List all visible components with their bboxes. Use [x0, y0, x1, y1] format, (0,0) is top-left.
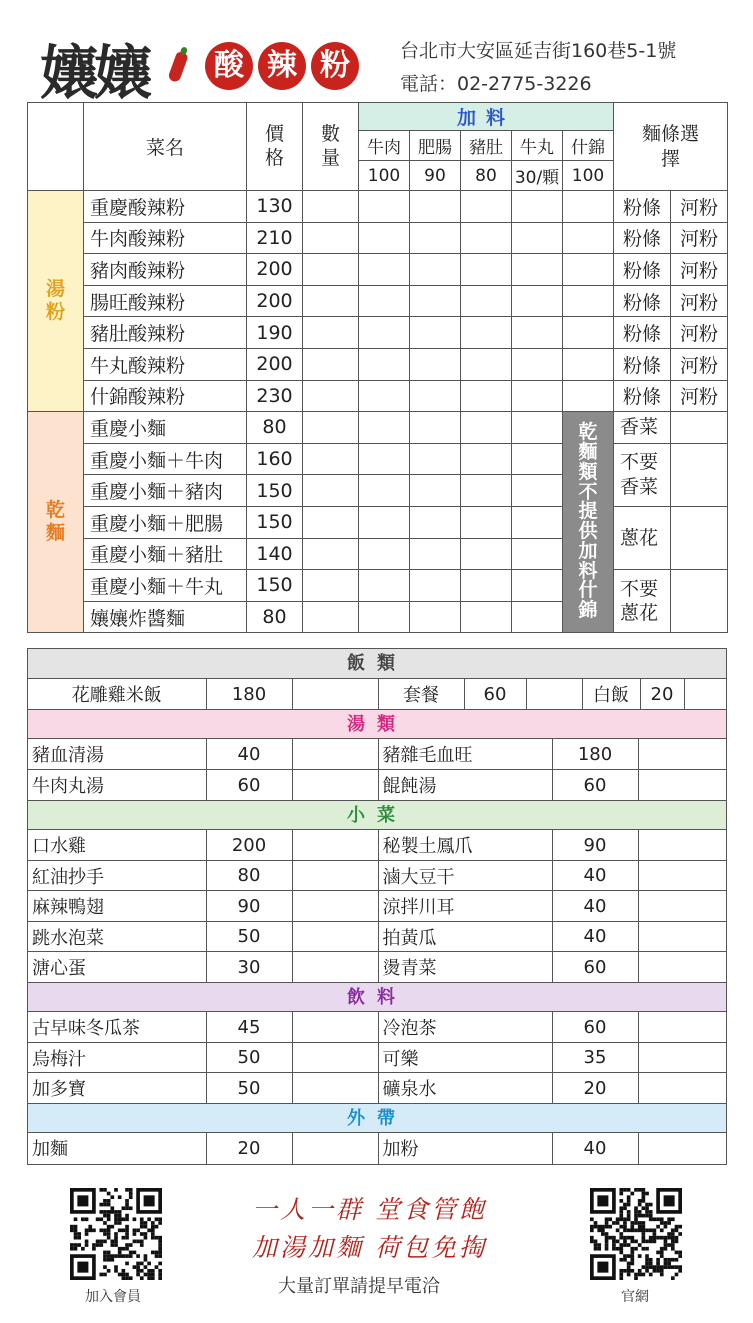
addon-cell[interactable] — [359, 475, 410, 507]
menu-item-price: 60 — [552, 1012, 638, 1042]
addon-cell[interactable] — [410, 380, 461, 412]
soup-row — [28, 317, 728, 349]
addon-cell[interactable] — [512, 380, 563, 412]
rice-item-price: 20 — [640, 679, 684, 709]
dry-option-check[interactable] — [671, 570, 728, 633]
item-price: 200 — [247, 348, 303, 380]
menu-item-qty[interactable] — [292, 1043, 378, 1073]
qty-cell[interactable] — [303, 443, 359, 475]
section-soup-title: 湯類 — [28, 709, 726, 739]
menu-item-qty[interactable] — [638, 770, 726, 800]
rice-item-price: 180 — [206, 679, 292, 709]
menu-item-price: 180 — [552, 739, 638, 769]
drinks-table — [28, 1012, 726, 1103]
addon-cell[interactable] — [461, 538, 512, 570]
item-name: 牛肉酸辣粉 — [84, 222, 247, 254]
addon-cell[interactable] — [461, 412, 512, 444]
addon-cell[interactable] — [359, 601, 410, 633]
dry-row — [28, 443, 728, 475]
noodle-option[interactable]: 粉條 — [614, 348, 671, 380]
menu-item-qty[interactable] — [638, 830, 726, 860]
addon-cell[interactable] — [410, 570, 461, 602]
addon-cell[interactable] — [359, 285, 410, 317]
item-price: 210 — [247, 222, 303, 254]
menu-item-price: 90 — [552, 830, 638, 860]
addon-price: 100 — [563, 161, 614, 191]
menu-item-name: 古早味冬瓜茶 — [28, 1012, 206, 1042]
noodle-option[interactable]: 粉條 — [614, 380, 671, 412]
header-noodle-choice: 麵條選擇 — [614, 103, 728, 191]
addon-cell[interactable] — [461, 317, 512, 349]
addon-cell[interactable] — [461, 285, 512, 317]
menu-item-name: 加多寶 — [28, 1073, 206, 1103]
menu-row — [28, 1043, 726, 1073]
menu-row — [28, 861, 726, 891]
noodle-option[interactable]: 河粉 — [671, 285, 728, 317]
item-price: 140 — [247, 538, 303, 570]
addon-cell[interactable] — [461, 601, 512, 633]
addon-cell[interactable] — [512, 222, 563, 254]
addon-name: 什錦 — [563, 131, 614, 161]
menu-item-price: 35 — [552, 1043, 638, 1073]
section-side-title: 小菜 — [28, 800, 726, 830]
section-rice-title: 飯類 — [28, 649, 726, 679]
sides-table — [28, 830, 726, 982]
menu-item-name: 麻辣鴨翅 — [28, 891, 206, 921]
addon-cell[interactable] — [461, 380, 512, 412]
menu-item-qty[interactable] — [292, 891, 378, 921]
soups-table — [28, 739, 726, 800]
menu-item-name: 餛飩湯 — [378, 770, 552, 800]
item-price: 230 — [247, 380, 303, 412]
item-price: 80 — [247, 412, 303, 444]
menu-item-price: 40 — [552, 1133, 638, 1163]
qty-cell[interactable] — [303, 317, 359, 349]
menu-item-qty[interactable] — [292, 1133, 378, 1163]
menu-item-name: 烏梅汁 — [28, 1043, 206, 1073]
qty-cell[interactable] — [303, 601, 359, 633]
menu-item-qty[interactable] — [638, 1012, 726, 1042]
soup-row — [28, 191, 728, 223]
qty-cell[interactable] — [303, 475, 359, 507]
menu-item-qty[interactable] — [292, 1073, 378, 1103]
menu-row — [28, 921, 726, 951]
slogan-line-1: 一人一群 堂食管飽 — [252, 1195, 487, 1224]
item-name: 重慶小麵＋牛丸 — [84, 570, 247, 602]
item-name: 腸旺酸辣粉 — [84, 285, 247, 317]
seal-char-3: 粉 — [311, 42, 359, 90]
header-name: 菜名 — [84, 103, 247, 191]
addon-name: 牛丸 — [512, 131, 563, 161]
menu-row — [28, 739, 726, 769]
menu-item-name: 燙青菜 — [378, 952, 552, 982]
menu-item-name: 紅油抄手 — [28, 861, 206, 891]
dry-option-check[interactable] — [671, 443, 728, 506]
addon-cell[interactable] — [461, 475, 512, 507]
item-name: 孃孃炸醬麵 — [84, 601, 247, 633]
noodle-option[interactable]: 河粉 — [671, 222, 728, 254]
addon-price: 30/顆 — [512, 161, 563, 191]
addon-cell[interactable] — [410, 443, 461, 475]
menu-item-qty[interactable] — [638, 952, 726, 982]
brand-logo: 孃孃 — [40, 39, 149, 107]
menu-item-price: 50 — [206, 1043, 292, 1073]
menu-item-price: 40 — [552, 861, 638, 891]
seal-char-2: 辣 — [258, 42, 306, 90]
menu-row — [28, 1073, 726, 1103]
item-price: 150 — [247, 475, 303, 507]
qty-cell[interactable] — [303, 412, 359, 444]
addon-price: 90 — [410, 161, 461, 191]
menu-item-qty[interactable] — [638, 891, 726, 921]
soup-row — [28, 380, 728, 412]
addon-cell[interactable] — [512, 506, 563, 538]
item-price: 190 — [247, 317, 303, 349]
addon-cell[interactable] — [563, 380, 614, 412]
soup-row — [28, 348, 728, 380]
menu-item-name: 加粉 — [378, 1133, 552, 1163]
addon-cell[interactable] — [512, 348, 563, 380]
noodle-option[interactable]: 河粉 — [671, 348, 728, 380]
order-notice: 大量訂單請提早電洽 — [278, 1276, 440, 1297]
menu-item-name: 跳水泡菜 — [28, 921, 206, 951]
section-drink-title: 飲料 — [28, 982, 726, 1012]
menu-item-name: 豬血清湯 — [28, 739, 206, 769]
rice-item-price: 60 — [464, 679, 526, 709]
menu-item-name: 礦泉水 — [378, 1073, 552, 1103]
addon-cell[interactable] — [512, 285, 563, 317]
noodle-option[interactable]: 粉條 — [614, 317, 671, 349]
item-price: 130 — [247, 191, 303, 223]
menu-item-price: 30 — [206, 952, 292, 982]
item-name: 重慶小麵＋牛肉 — [84, 443, 247, 475]
menu-row — [28, 830, 726, 860]
menu-item-name: 牛肉丸湯 — [28, 770, 206, 800]
menu-item-price: 60 — [552, 770, 638, 800]
addon-cell[interactable] — [410, 506, 461, 538]
menu-item-name: 加麵 — [28, 1133, 206, 1163]
addon-cell[interactable] — [359, 317, 410, 349]
item-price: 200 — [247, 285, 303, 317]
qty-cell[interactable] — [303, 380, 359, 412]
item-price: 150 — [247, 506, 303, 538]
menu-item-price: 90 — [206, 891, 292, 921]
qty-cell[interactable] — [303, 348, 359, 380]
menu-item-qty[interactable] — [292, 830, 378, 860]
menu-item-price: 50 — [206, 1073, 292, 1103]
addon-cell[interactable] — [563, 254, 614, 286]
addon-cell[interactable] — [563, 348, 614, 380]
addon-cell[interactable] — [410, 475, 461, 507]
item-name: 豬肚酸辣粉 — [84, 317, 247, 349]
slogan-line-2: 加湯加麵 荷包免掏 — [252, 1233, 487, 1262]
menu-item-name: 冷泡茶 — [378, 1012, 552, 1042]
menu-item-price: 40 — [552, 891, 638, 921]
menu-item-qty[interactable] — [638, 921, 726, 951]
menu-row — [28, 1133, 726, 1163]
dry-row — [28, 412, 728, 444]
menu-item-name: 滷大豆干 — [378, 861, 552, 891]
addon-cell[interactable] — [410, 285, 461, 317]
addon-cell[interactable] — [410, 412, 461, 444]
dry-option[interactable]: 蔥花 — [614, 506, 671, 569]
noodle-option[interactable]: 粉條 — [614, 285, 671, 317]
addon-cell[interactable] — [563, 222, 614, 254]
menu-row — [28, 770, 726, 800]
qty-cell[interactable] — [303, 285, 359, 317]
seal-char-1: 酸 — [205, 42, 253, 90]
addon-cell[interactable] — [512, 191, 563, 223]
qty-cell[interactable] — [303, 222, 359, 254]
addon-cell[interactable] — [410, 348, 461, 380]
addon-cell[interactable] — [410, 254, 461, 286]
soup-row — [28, 254, 728, 286]
item-name: 重慶小麵 — [84, 412, 247, 444]
menu-item-qty[interactable] — [638, 1073, 726, 1103]
qty-cell[interactable] — [303, 570, 359, 602]
menu-item-qty[interactable] — [638, 1043, 726, 1073]
item-price: 150 — [247, 570, 303, 602]
addon-name: 牛肉 — [359, 131, 410, 161]
addon-cell[interactable] — [461, 254, 512, 286]
menu-item-qty[interactable] — [292, 861, 378, 891]
menu-item-name: 豬雜毛血旺 — [378, 739, 552, 769]
menu-item-price: 50 — [206, 921, 292, 951]
header-blank — [28, 103, 84, 191]
item-name: 什錦酸辣粉 — [84, 380, 247, 412]
menu-item-qty[interactable] — [292, 921, 378, 951]
qty-cell[interactable] — [303, 538, 359, 570]
rice-item-qty — [292, 679, 378, 709]
chili-icon — [167, 51, 189, 83]
menu-item-qty[interactable] — [638, 1133, 726, 1163]
menu-item-qty[interactable] — [292, 739, 378, 769]
addon-price: 100 — [359, 161, 410, 191]
menu-item-price: 40 — [552, 921, 638, 951]
dry-option-check[interactable] — [671, 506, 728, 569]
addon-cell[interactable] — [512, 317, 563, 349]
member-qr-icon[interactable] — [70, 1188, 162, 1280]
menu-row — [28, 1012, 726, 1042]
addon-cell[interactable] — [410, 191, 461, 223]
header-addon: 加料 — [359, 103, 614, 131]
addon-cell[interactable] — [359, 506, 410, 538]
noodle-order-table — [27, 102, 728, 633]
dry-row — [28, 570, 728, 602]
item-name: 牛丸酸辣粉 — [84, 348, 247, 380]
menu-row — [28, 952, 726, 982]
menu-item-name: 口水雞 — [28, 830, 206, 860]
addon-cell[interactable] — [563, 191, 614, 223]
rice-item-name: 白飯 — [582, 679, 640, 709]
dry-option-check[interactable] — [671, 412, 728, 444]
category-soup-noodle: 湯粉 — [28, 191, 84, 412]
addon-cell[interactable] — [461, 191, 512, 223]
addon-cell[interactable] — [410, 222, 461, 254]
rice-table — [28, 679, 726, 709]
addon-cell[interactable] — [563, 317, 614, 349]
rice-item-name: 花雕雞米飯 — [28, 679, 206, 709]
side-menu — [27, 648, 727, 1165]
item-price: 160 — [247, 443, 303, 475]
addon-cell[interactable] — [512, 570, 563, 602]
item-price: 80 — [247, 601, 303, 633]
addon-cell[interactable] — [512, 254, 563, 286]
menu-item-name: 可樂 — [378, 1043, 552, 1073]
addon-cell[interactable] — [563, 285, 614, 317]
rice-item-name: 套餐 — [378, 679, 464, 709]
member-qr-label: 加入會員 — [85, 1289, 141, 1305]
menu-item-qty[interactable] — [638, 739, 726, 769]
dry-option[interactable]: 不要蔥花 — [614, 570, 671, 633]
addon-cell[interactable] — [410, 538, 461, 570]
dry-option[interactable]: 不要香菜 — [614, 443, 671, 506]
addon-cell[interactable] — [410, 601, 461, 633]
menu-item-price: 40 — [206, 739, 292, 769]
addon-cell[interactable] — [461, 348, 512, 380]
dry-option[interactable]: 香菜 — [614, 412, 671, 444]
addon-cell[interactable] — [512, 443, 563, 475]
soup-row — [28, 222, 728, 254]
addon-cell[interactable] — [461, 443, 512, 475]
header-qty: 數量 — [303, 103, 359, 191]
menu-item-qty[interactable] — [638, 861, 726, 891]
addon-cell[interactable] — [359, 538, 410, 570]
phone: 電話：02-2775-3226 — [400, 73, 592, 95]
noodle-option[interactable]: 河粉 — [671, 191, 728, 223]
menu-item-qty[interactable] — [292, 770, 378, 800]
rice-item-qty — [526, 679, 582, 709]
addon-cell[interactable] — [359, 222, 410, 254]
menu-item-name: 涼拌川耳 — [378, 891, 552, 921]
addon-cell[interactable] — [359, 412, 410, 444]
menu-item-price: 200 — [206, 830, 292, 860]
item-name: 重慶小麵＋豬肚 — [84, 538, 247, 570]
category-dry-noodle: 乾麵 — [28, 412, 84, 633]
menu-item-price: 20 — [552, 1073, 638, 1103]
item-price: 200 — [247, 254, 303, 286]
menu-item-price: 45 — [206, 1012, 292, 1042]
menu-item-qty[interactable] — [292, 952, 378, 982]
noodle-option[interactable]: 粉條 — [614, 191, 671, 223]
addon-cell[interactable] — [512, 412, 563, 444]
soup-row — [28, 285, 728, 317]
address: 台北市大安區延吉街160巷5-1號 — [400, 40, 677, 62]
addon-cell[interactable] — [410, 317, 461, 349]
menu-item-name: 溏心蛋 — [28, 952, 206, 982]
menu-item-price: 60 — [206, 770, 292, 800]
menu-item-name: 秘製土鳳爪 — [378, 830, 552, 860]
dry-noodle-note: 乾麵類不提供加料什錦 — [563, 412, 614, 633]
noodle-option[interactable]: 粉條 — [614, 254, 671, 286]
addon-name: 肥腸 — [410, 131, 461, 161]
menu-item-name: 拍黃瓜 — [378, 921, 552, 951]
addon-cell[interactable] — [359, 380, 410, 412]
addon-cell[interactable] — [359, 570, 410, 602]
addon-cell[interactable] — [359, 191, 410, 223]
dry-row — [28, 506, 728, 538]
addon-cell[interactable] — [512, 538, 563, 570]
qty-cell[interactable] — [303, 254, 359, 286]
website-qr-label: 官網 — [621, 1289, 649, 1305]
noodle-option[interactable]: 河粉 — [671, 317, 728, 349]
addon-cell[interactable] — [512, 601, 563, 633]
menu-row — [28, 891, 726, 921]
menu-item-qty[interactable] — [292, 1012, 378, 1042]
item-name: 重慶酸辣粉 — [84, 191, 247, 223]
addon-cell[interactable] — [359, 254, 410, 286]
qty-cell[interactable] — [303, 191, 359, 223]
addon-cell[interactable] — [359, 443, 410, 475]
menu-item-price: 20 — [206, 1133, 292, 1163]
addon-cell[interactable] — [461, 222, 512, 254]
addon-cell[interactable] — [512, 475, 563, 507]
item-name: 豬肉酸辣粉 — [84, 254, 247, 286]
item-name: 重慶小麵＋豬肉 — [84, 475, 247, 507]
rice-item-qty — [684, 679, 726, 709]
noodle-option[interactable]: 河粉 — [671, 254, 728, 286]
noodle-option[interactable]: 粉條 — [614, 222, 671, 254]
item-name: 重慶小麵＋肥腸 — [84, 506, 247, 538]
noodle-option[interactable]: 河粉 — [671, 380, 728, 412]
qty-cell[interactable] — [303, 506, 359, 538]
website-qr-icon[interactable] — [590, 1188, 682, 1280]
addon-price: 80 — [461, 161, 512, 191]
menu-item-price: 60 — [552, 952, 638, 982]
section-takeout-title: 外帶 — [28, 1103, 726, 1133]
addon-cell[interactable] — [461, 506, 512, 538]
menu-item-price: 80 — [206, 861, 292, 891]
addon-cell[interactable] — [359, 348, 410, 380]
takeout-table — [28, 1133, 726, 1163]
addon-cell[interactable] — [461, 570, 512, 602]
header-price: 價格 — [247, 103, 303, 191]
addon-name: 豬肚 — [461, 131, 512, 161]
